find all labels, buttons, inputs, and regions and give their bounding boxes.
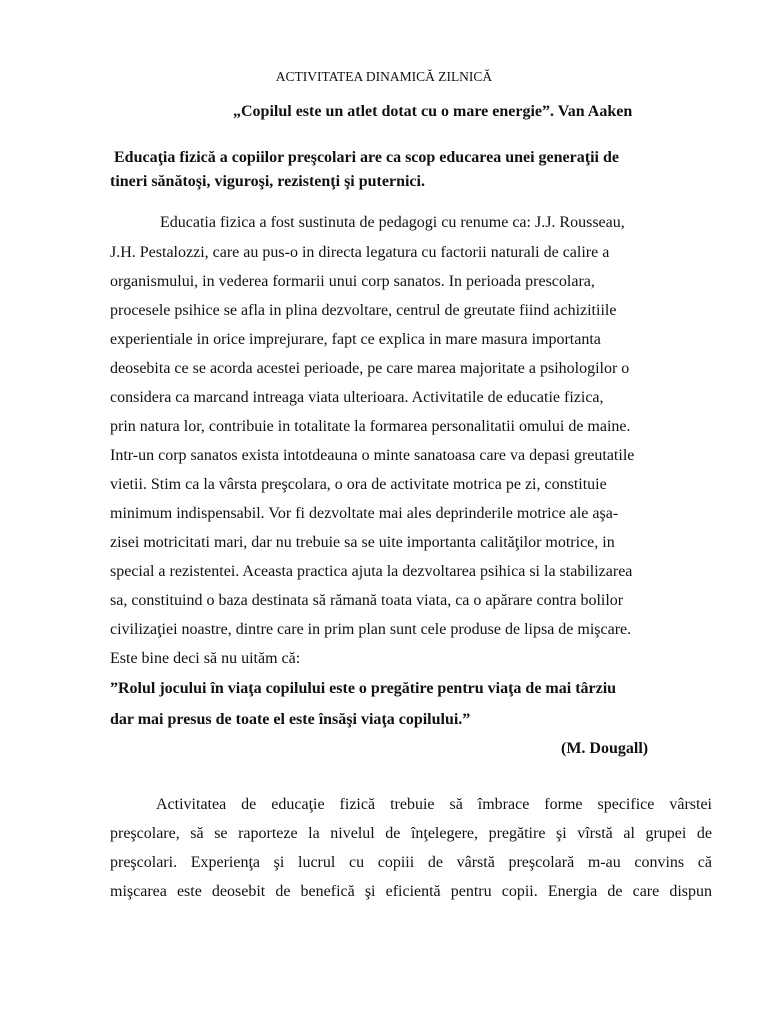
intro-line: Educaţia fizică a copiilor preşcolari are ca scop educarea unei generaţii de <box>114 149 619 166</box>
document-title: ACTIVITATEA DINAMICĂ ZILNICĂ <box>275 69 493 84</box>
paragraph-line: deosebita ce se acorda acestei perioade, pe care marea majoritate a psihologilor o <box>110 360 630 377</box>
paragraph-line: Este bine deci să nu uităm că: <box>110 650 301 667</box>
paragraph-line: prin natura lor, contribuie in totalitate la formarea personalitatii omului de maine. <box>110 418 631 435</box>
paragraph-line: civilizaţiei noastre, dintre care in prim plan sunt cele produse de lipsa de mişcare. <box>110 621 632 638</box>
paragraph-line: sa, constituind o baza destinata să rămană toata viata, ca o apărare contra bolilor <box>110 592 624 609</box>
paragraph-line: vietii. Stim ca la vârsta preşcolara, o ora de activitate motrica pe zi, constituie <box>110 476 607 493</box>
motto-quote: „Copilul este un atlet dotat cu o mare energie”. Van Aaken <box>233 103 633 120</box>
quote-author: (M. Dougall) <box>561 740 649 757</box>
paragraph-line: procesele psihice se afla in plina dezvoltare, centrul de greutate fiind achizitiile <box>110 302 617 319</box>
paragraph-line: organismului, in vederea formarii unui corp sanatos. In perioada prescolara, <box>110 273 595 290</box>
paragraph-line: minimum indispensabil. Vor fi dezvoltate mai ales deprinderile motrice ale aşa- <box>110 505 619 522</box>
quote-line: dar mai presus de toate el este însăşi viaţa copilului.” <box>110 711 471 728</box>
paragraph-line: zisei motricitati mari, dar nu trebuie sa se uite importanta calităţilor motrice, in <box>110 534 615 551</box>
paragraph-line: preşcolare, să se raporteze la nivelul de înţelegere, pregătire şi vîrstă al grupei de <box>110 825 712 842</box>
paragraph-line: J.H. Pestalozzi, care au pus-o in directa legatura cu factorii naturali de calire a <box>110 244 610 261</box>
paragraph-line: mişcarea este deosebit de benefică şi eficientă pentru copii. Energia de care dispun <box>110 883 712 900</box>
paragraph-line: Intr-un corp sanatos exista intotdeauna o minte sanatoasa care va depasi greutatile <box>110 447 635 464</box>
intro-line: tineri sănătoşi, viguroşi, rezistenţi şi puternici. <box>110 173 425 190</box>
paragraph-line: Activitatea de educaţie fizică trebuie să îmbrace forme specifice vârstei <box>156 796 712 813</box>
paragraph-line: preşcolari. Experienţa şi lucrul cu copiii de vârstă preşcolară m-au convins că <box>110 854 712 871</box>
paragraph-line: special a rezistentei. Aceasta practica ajuta la dezvoltarea psihica si la stabilizarea <box>110 563 633 580</box>
paragraph-line: considera ca marcand intreaga viata ulterioara. Activitatile de educatie fizica, <box>110 389 604 406</box>
paragraph-line: Educatia fizica a fost sustinuta de pedagogi cu renume ca: J.J. Rousseau, <box>160 214 625 231</box>
paragraph-line: experientiale in orice imprejurare, fapt ce explica in mare masura importanta <box>110 331 601 348</box>
quote-line: ”Rolul jocului în viaţa copilului este o pregătire pentru viaţa de mai târziu <box>110 680 617 697</box>
